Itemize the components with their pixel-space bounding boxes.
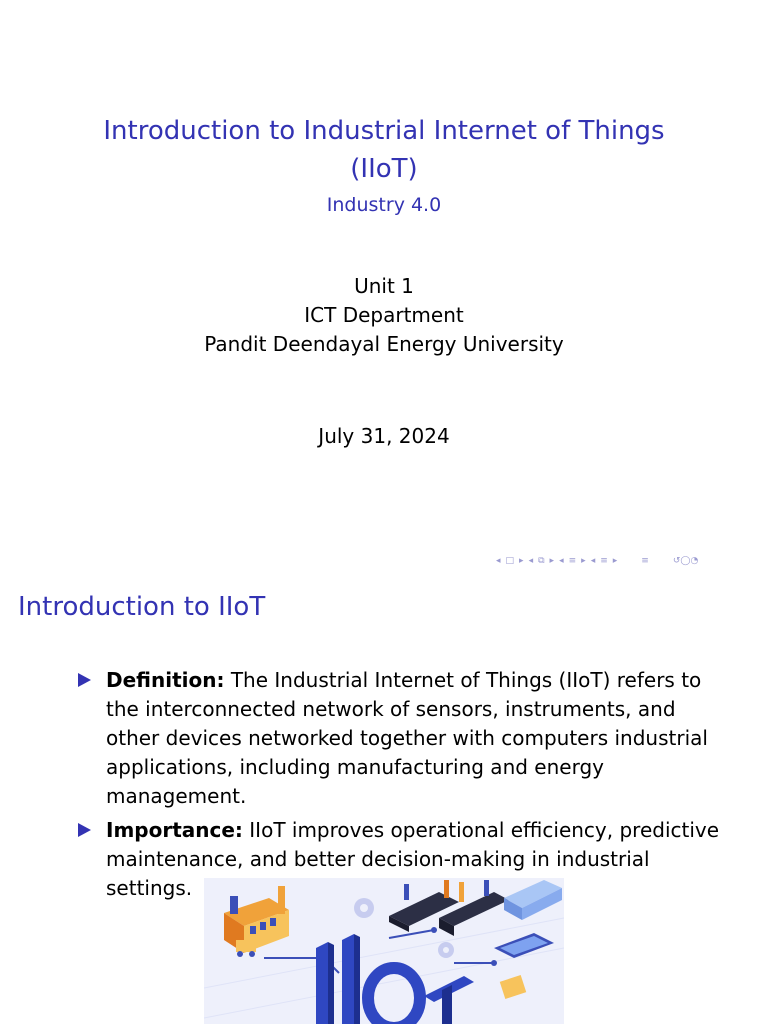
iiot-illustration	[204, 878, 564, 1024]
nav-document-icon[interactable]: ≡	[641, 556, 649, 566]
nav-next-icon[interactable]: ▸	[612, 556, 618, 566]
beamer-navigation	[496, 556, 698, 566]
bullet-term: Definition:	[106, 668, 225, 692]
nav-next-icon[interactable]: ▸	[519, 556, 524, 566]
nav-next-icon[interactable]: ▸	[581, 556, 586, 566]
nav-frame-icon[interactable]: □	[505, 556, 515, 566]
nav-section-icon[interactable]: ≡	[568, 556, 577, 566]
nav-prev-icon[interactable]: ◂	[496, 556, 501, 566]
presentation-subtitle: Industry 4.0	[326, 194, 442, 216]
bullet-list	[78, 666, 728, 908]
nav-prev-icon[interactable]: ◂	[590, 556, 596, 566]
content-slide	[0, 576, 768, 1024]
bullet-triangle-icon	[78, 673, 91, 687]
frame-title: Introduction to IIoT	[18, 592, 266, 622]
nav-next-icon[interactable]: ▸	[549, 556, 555, 566]
university-label: Pandit Deendayal Energy University	[204, 332, 564, 356]
nav-prev-icon[interactable]: ◂	[528, 556, 534, 566]
bullet-triangle-icon	[78, 823, 91, 837]
author-block	[0, 272, 768, 359]
bullet-term: Importance:	[106, 818, 243, 842]
nav-section-icon[interactable]: ≡	[600, 556, 608, 566]
unit-label: Unit 1	[354, 274, 414, 298]
department-label: ICT Department	[304, 303, 464, 327]
nav-prev-icon[interactable]: ◂	[559, 556, 564, 566]
bullet-definition	[78, 666, 728, 811]
bullet-text: IIoT improves operational efficiency, predictive maintenance, and better decision-making in industrial settings.	[106, 818, 720, 900]
nav-subsection-icon[interactable]: ⧉	[538, 556, 545, 566]
bullet-text: The Industrial Internet of Things (IIoT) refers to the interconnected network of sensors, instruments, and other devices networked together with computers industrial applications, including manufacturing and energy management.	[106, 668, 708, 808]
presentation-title: Introduction to Industrial Internet of Things (IIoT)	[103, 116, 665, 184]
presentation-date: July 31, 2024	[318, 424, 450, 448]
nav-search-icon[interactable]: ↺◯◔	[672, 556, 699, 566]
